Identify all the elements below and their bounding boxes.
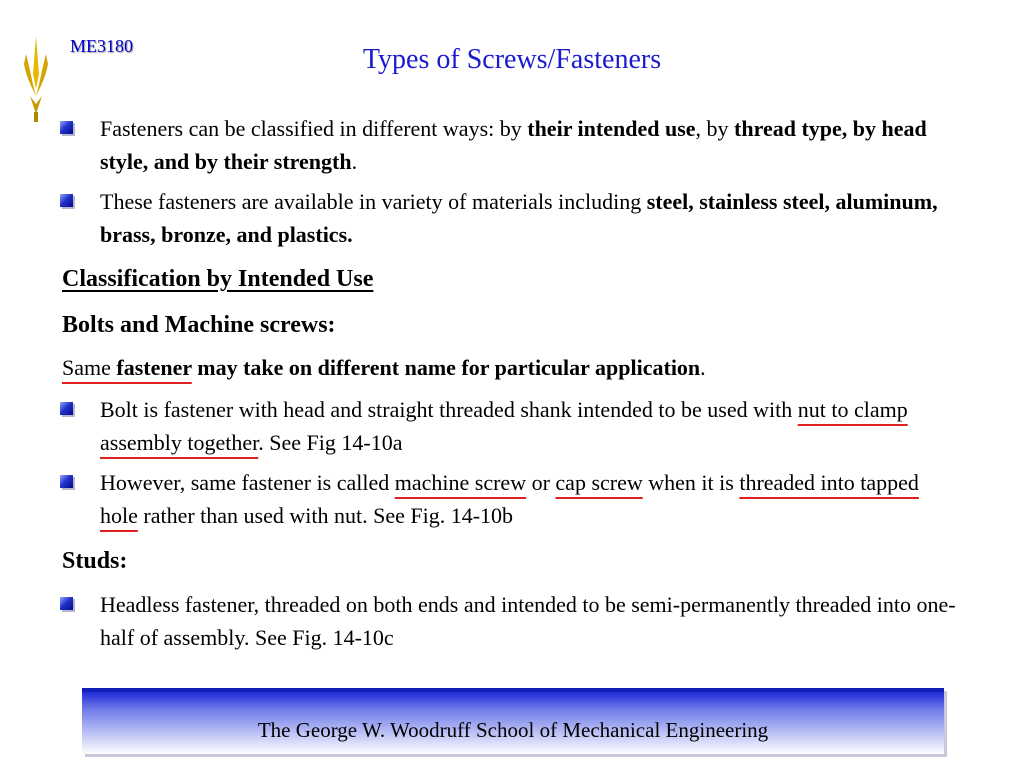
footer-band	[82, 688, 944, 754]
heading-studs: Studs:	[62, 548, 128, 574]
underlined-text: nut to clamp assembly together	[100, 397, 908, 455]
bullet-text: These fasteners are available in variety of materials including	[100, 189, 647, 214]
bullet-bold-text: their intended use	[527, 116, 696, 141]
bullet-square-icon	[60, 475, 73, 488]
slide-title: Types of Screws/Fasteners	[362, 44, 662, 75]
bullet-text: However, same fastener is called	[100, 470, 395, 495]
bullet-text: when it is	[642, 470, 740, 495]
line-text: .	[700, 355, 706, 380]
underlined-text	[62, 355, 192, 380]
bullet-square-icon	[60, 121, 73, 134]
bullet-square-icon	[60, 402, 73, 415]
bullet-bold-text: steel, stainless steel, aluminum, brass, bronze, and plastics.	[100, 189, 938, 247]
underlined-text: cap screw	[555, 470, 643, 495]
footer-text: The George W. Woodruff School of Mechanical Engineering	[257, 718, 769, 742]
line-bold-text: may take on different name for particular application	[191, 355, 701, 380]
bullet-text: rather than used with nut. See Fig. 14-10b	[137, 503, 514, 528]
same-fastener-line	[62, 351, 706, 384]
bullet-text: , by	[695, 116, 735, 141]
course-code: ME3180	[70, 36, 133, 56]
line-bold-text: fastener	[116, 355, 192, 380]
heading-classification: Classification by Intended Use	[62, 266, 374, 292]
bullet-bold-text: thread type, by head style, and by their strength	[100, 116, 927, 174]
bullet-materials	[100, 185, 960, 251]
bullet-square-icon	[60, 597, 73, 610]
heading-bolts-machine-screws: Bolts and Machine screws:	[62, 312, 336, 338]
line-text: Same	[62, 355, 117, 380]
bullet-text: .	[351, 149, 358, 174]
underlined-text: threaded into tapped hole	[100, 470, 919, 528]
bullet-bolt-definition	[100, 393, 960, 459]
bullet-classification-ways	[100, 112, 960, 178]
bullet-text: Bolt is fastener with head and straight threaded shank intended to be used with	[100, 397, 798, 422]
bullet-studs	[100, 588, 960, 654]
bullet-text: Fasteners can be classified in different ways: by	[100, 116, 528, 141]
bullet-square-icon	[60, 194, 73, 207]
bullet-text: . See Fig 14-10a	[258, 430, 403, 455]
underlined-text: machine screw	[394, 470, 527, 495]
bullet-text: Headless fastener, threaded on both ends and intended to be semi-permanently threaded into one-half of assembly. See Fig. 14-10c	[100, 592, 956, 650]
bullet-text: or	[526, 470, 556, 495]
bullet-machine-screw	[100, 466, 960, 532]
